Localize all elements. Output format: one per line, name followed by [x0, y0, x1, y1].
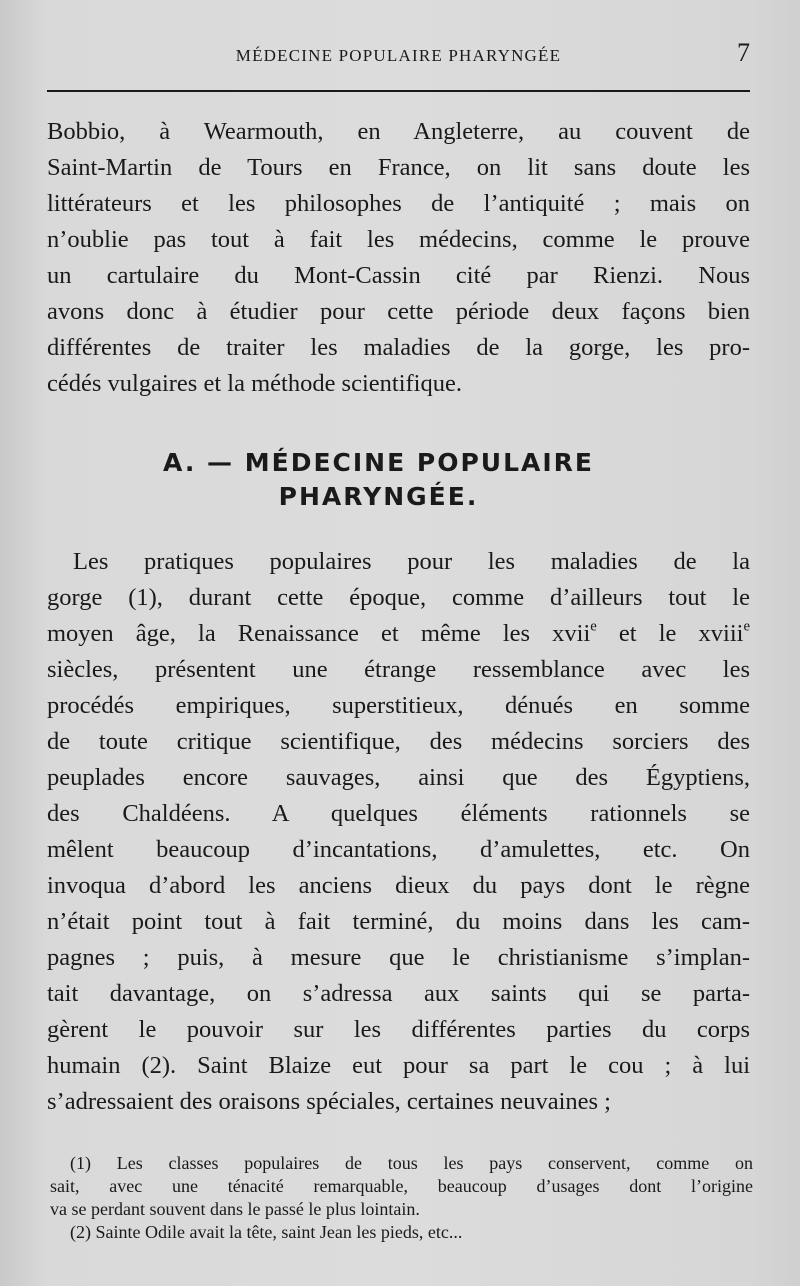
text-line: pagnes ; puis, à mesure que le christianisme s’implan-	[47, 944, 750, 971]
text-fragment: et le xviii	[596, 620, 744, 647]
text-line: Saint-Martin de Tours en France, on lit sans doute les	[47, 154, 750, 181]
paragraph-1	[47, 114, 750, 402]
page-number: 7	[737, 38, 750, 67]
footnote-line: (1) Les classes populaires de tous les pays conservent, comme on	[70, 1153, 753, 1173]
footnote-line: sait, avec une ténacité remarquable, beaucoup d’usages dont l’origine	[50, 1176, 753, 1196]
section-heading-line-2: PHARYNGÉE.	[278, 482, 479, 511]
text-line: littérateurs et les philosophes de l’antiquité ; mais on	[47, 190, 750, 217]
text-line: cédés vulgaires et la méthode scientifique.	[47, 370, 462, 397]
text-line: n’était point tout à fait terminé, du moins dans les cam-	[47, 908, 750, 935]
text-line: Bobbio, à Wearmouth, en Angleterre, au couvent de	[47, 118, 750, 145]
footnote-line: (2) Sainte Odile avait la tête, saint Jean les pieds, etc...	[70, 1222, 463, 1242]
footnotes	[50, 1152, 753, 1244]
text-line: Les pratiques populaires pour les maladies de la	[73, 548, 750, 575]
text-line: peuplades encore sauvages, ainsi que des Égyptiens,	[47, 764, 750, 791]
text-line: procédés empiriques, superstitieux, dénués en somme	[47, 692, 750, 719]
paragraph-2	[47, 544, 750, 1120]
running-title: MÉDECINE POPULAIRE PHARYNGÉE	[235, 46, 562, 65]
text-line: gorge (1), durant cette époque, comme d’ailleurs tout le	[47, 584, 750, 611]
text-line: tait davantage, on s’adressa aux saints qui se parta-	[47, 980, 750, 1007]
superscript: e	[743, 618, 750, 635]
text-fragment: moyen âge, la Renaissance et même les xvii	[47, 620, 591, 647]
footnote-line: va se perdant souvent dans le passé le plus lointain.	[50, 1199, 420, 1219]
header-rule	[47, 90, 750, 92]
text-line: des Chaldéens. A quelques éléments rationnels se	[47, 800, 750, 827]
text-line: mêlent beaucoup d’incantations, d’amulettes, etc. On	[47, 836, 750, 863]
section-heading-line-1: A. — MÉDECINE POPULAIRE	[163, 448, 594, 477]
superscript: e	[590, 618, 597, 635]
text-line: invoqua d’abord les anciens dieux du pays dont le règne	[47, 872, 750, 899]
text-line: siècles, présentent une étrange ressemblance avec les	[47, 656, 750, 683]
text-line: n’oublie pas tout à fait les médecins, comme le prouve	[47, 226, 750, 253]
text-line	[47, 616, 750, 652]
text-line: différentes de traiter les maladies de la gorge, les pro-	[47, 334, 750, 361]
text-line: un cartulaire du Mont-Cassin cité par Rienzi. Nous	[47, 262, 750, 289]
text-line: humain (2). Saint Blaize eut pour sa part le cou ; à lui	[47, 1052, 750, 1079]
text-line: de toute critique scientifique, des médecins sorciers des	[47, 728, 750, 755]
text-line: avons donc à étudier pour cette période deux façons bien	[47, 298, 750, 325]
page-header	[47, 36, 750, 76]
text-line: s’adressaient des oraisons spéciales, certaines neuvaines ;	[47, 1088, 611, 1115]
text-line: gèrent le pouvoir sur les différentes parties du corps	[47, 1016, 750, 1043]
